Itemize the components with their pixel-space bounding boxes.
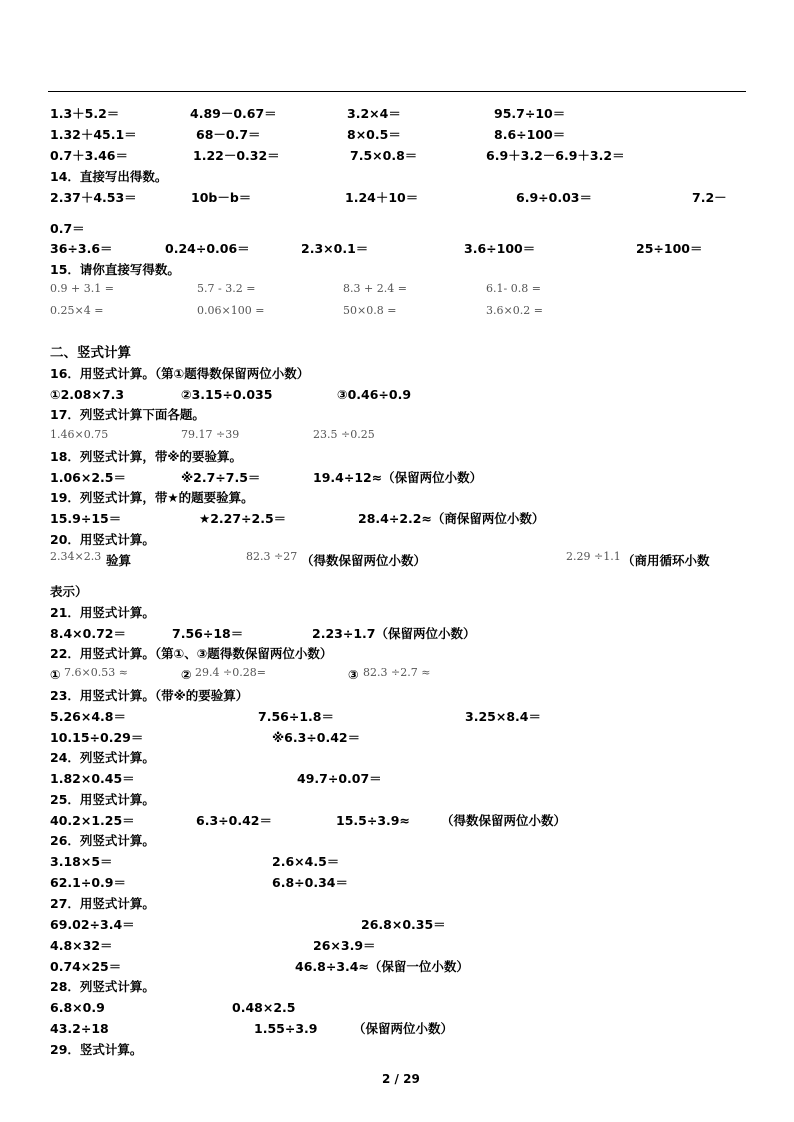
question-title: 28．列竖式计算。 <box>50 979 155 994</box>
problem: 4.8×32＝ <box>50 938 113 953</box>
problem: 2.37＋4.53＝ <box>50 190 137 205</box>
problem-note: （商用循环小数 <box>622 553 710 568</box>
problem: 62.1÷0.9＝ <box>50 875 126 890</box>
question-title: 18．列竖式计算，带※的要验算。 <box>50 449 243 464</box>
item-number: ② <box>181 667 192 682</box>
problem: ②3.15÷0.035 <box>181 387 273 402</box>
question-title: 22．用竖式计算。（第①、③题得数保留两位小数） <box>50 646 333 661</box>
problem: 50×0.8 = <box>343 304 397 317</box>
problem-note-continued: 表示） <box>50 584 88 599</box>
problem: 6.9÷0.03＝ <box>516 190 592 205</box>
problem-note: （保留两位小数） <box>353 1021 454 1036</box>
problem: 23.5 ÷0.25 <box>313 428 375 441</box>
problem: 6.1- 0.8 = <box>486 282 541 295</box>
problem: 43.2÷18 <box>50 1021 109 1036</box>
problem: ※2.7÷7.5＝ <box>181 470 261 485</box>
problem: 6.8÷0.34＝ <box>272 875 348 890</box>
question-title: 17．列竖式计算下面各题。 <box>50 407 205 422</box>
problem: 19.4÷12≈（保留两位小数） <box>313 470 483 485</box>
question-title: 20．用竖式计算。 <box>50 532 155 547</box>
question-title: 19．列竖式计算，带★的题要验算。 <box>50 490 254 505</box>
problem: 0.24÷0.06＝ <box>165 241 250 256</box>
problem: ※6.3÷0.42＝ <box>272 730 361 745</box>
problem: 5.26×4.8＝ <box>50 709 126 724</box>
problem: 1.22－0.32＝ <box>193 148 280 163</box>
problem: 69.02÷3.4＝ <box>50 917 135 932</box>
problem: 40.2×1.25＝ <box>50 813 135 828</box>
question-title: 29．竖式计算。 <box>50 1042 143 1057</box>
problem: 8×0.5＝ <box>347 127 401 142</box>
problem: 3.18×5＝ <box>50 854 113 869</box>
problem: 36÷3.6＝ <box>50 241 113 256</box>
problem: 26×3.9＝ <box>313 938 376 953</box>
problem: 1.06×2.5＝ <box>50 470 126 485</box>
problem: 29.4 ÷0.28= <box>195 666 266 679</box>
problem: 3.6×0.2 = <box>486 304 543 317</box>
problem: 3.6÷100＝ <box>464 241 536 256</box>
problem: 7.56÷18＝ <box>172 626 244 641</box>
problem: 1.3＋5.2＝ <box>50 106 120 121</box>
problem: 10.15÷0.29＝ <box>50 730 144 745</box>
problem: 2.23÷1.7（保留两位小数） <box>312 626 476 641</box>
problem: 0.7＋3.46＝ <box>50 148 128 163</box>
problem: 25÷100＝ <box>636 241 703 256</box>
problem-note: 验算 <box>106 553 132 568</box>
problem: 6.3÷0.42＝ <box>196 813 272 828</box>
page-number: 2 / 29 <box>382 1072 420 1086</box>
question-title: 27．用竖式计算。 <box>50 896 155 911</box>
problem: 7.5×0.8＝ <box>350 148 418 163</box>
problem: 1.55÷3.9 <box>254 1021 318 1036</box>
problem: 0.74×25＝ <box>50 959 122 974</box>
problem-expression: 2.34×2.3 <box>50 550 102 563</box>
problem: 49.7÷0.07＝ <box>297 771 382 786</box>
problem: ③0.46÷0.9 <box>337 387 412 402</box>
problem: 15.5÷3.9≈ <box>336 813 410 828</box>
item-number: ③ <box>348 667 359 682</box>
problem: 8.3 + 2.4 = <box>343 282 407 295</box>
problem: 2.6×4.5＝ <box>272 854 340 869</box>
problem: 79.17 ÷39 <box>181 428 240 441</box>
problem: 0.9 + 3.1 = <box>50 282 114 295</box>
problem: 0.48×2.5 <box>232 1000 296 1015</box>
problem: 5.7 - 3.2 = <box>197 282 256 295</box>
question-title: 15．请你直接写得数。 <box>50 262 180 277</box>
problem: 82.3 ÷2.7 ≈ <box>363 666 431 679</box>
question-title: 24．列竖式计算。 <box>50 750 155 765</box>
problem: 1.46×0.75 <box>50 428 109 441</box>
problem: ①2.08×7.3 <box>50 387 125 402</box>
problem: 1.82×0.45＝ <box>50 771 135 786</box>
problem: 8.4×0.72＝ <box>50 626 126 641</box>
problem: 28.4÷2.2≈（商保留两位小数） <box>358 511 545 526</box>
question-title: 21．用竖式计算。 <box>50 605 155 620</box>
question-title: 25．用竖式计算。 <box>50 792 155 807</box>
problem: 1.24＋10＝ <box>345 190 419 205</box>
problem: 3.2×4＝ <box>347 106 401 121</box>
problem: 6.8×0.9 <box>50 1000 105 1015</box>
problem-continued: 0.7＝ <box>50 221 85 236</box>
problem: 0.25×4 = <box>50 304 104 317</box>
problem: 4.89－0.67＝ <box>190 106 277 121</box>
problem-note: （得数保留两位小数） <box>441 813 567 828</box>
problem: 7.2－ <box>692 190 727 205</box>
problem: 6.9＋3.2－6.9＋3.2＝ <box>486 148 625 163</box>
question-title: 16．用竖式计算。（第①题得数保留两位小数） <box>50 366 310 381</box>
problem: 26.8×0.35＝ <box>361 917 446 932</box>
section-heading: 二、竖式计算 <box>50 345 131 361</box>
problem: 8.6÷100＝ <box>494 127 566 142</box>
question-title: 14．直接写出得数。 <box>50 169 168 184</box>
problem: 68－0.7＝ <box>196 127 261 142</box>
item-number: ① <box>50 667 61 682</box>
question-title: 26．列竖式计算。 <box>50 833 155 848</box>
problem-expression: 2.29 ÷1.1 <box>566 550 621 563</box>
problem: 3.25×8.4＝ <box>465 709 541 724</box>
problem: 7.56÷1.8＝ <box>258 709 334 724</box>
problem: 1.32＋45.1＝ <box>50 127 137 142</box>
problem: 2.3×0.1＝ <box>301 241 369 256</box>
problem: 7.6×0.53 ≈ <box>64 666 128 679</box>
problem: 0.06×100 = <box>197 304 265 317</box>
problem: 10b－b＝ <box>191 190 252 205</box>
problem-note: （得数保留两位小数） <box>301 553 427 568</box>
problem: 95.7÷10＝ <box>494 106 566 121</box>
question-title: 23．用竖式计算。（带※的要验算） <box>50 688 249 703</box>
problem: ★2.27÷2.5＝ <box>199 511 287 526</box>
problem-expression: 82.3 ÷27 <box>246 550 298 563</box>
header-rule <box>48 91 746 92</box>
problem: 46.8÷3.4≈（保留一位小数） <box>295 959 469 974</box>
problem: 15.9÷15＝ <box>50 511 122 526</box>
